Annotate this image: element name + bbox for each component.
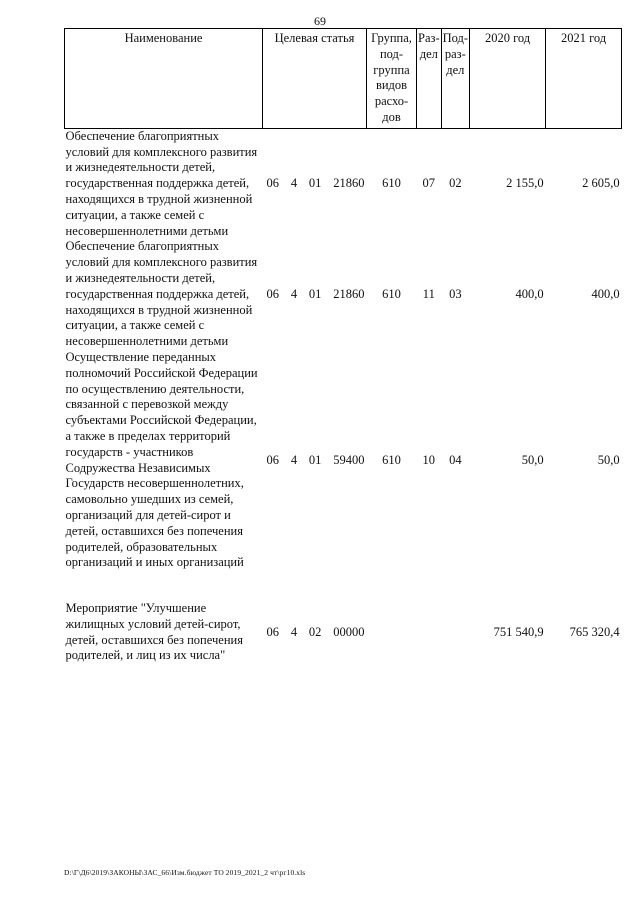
table-row	[65, 350, 622, 571]
table-row	[65, 128, 622, 239]
row-subsection: 03	[449, 286, 462, 301]
row-section: 11	[422, 286, 435, 301]
row-amount-2020: 751 540,9	[493, 624, 544, 639]
row-group: 610	[382, 176, 401, 191]
row-target-article	[263, 601, 367, 664]
cs-program: 06	[266, 176, 279, 191]
cs-program: 06	[266, 624, 279, 639]
row-name: Осуществление переданных полномочий Российской Федерации по осуществлению деятельности, связанной с перевозкой между субъектами Российской Федерации, а также в пределах территорий государств - участников Содружества Независимых Государств несовершеннолетних, самовольно ушедших из семей, организаций для детей-сирот и детей, оставшихся без попечения родителей, образовательных организаций и иных организаций	[65, 349, 258, 570]
page-number: 69	[314, 14, 326, 28]
table-row	[65, 239, 622, 350]
row-subsection: 02	[449, 176, 462, 191]
file-path-footer: D:\Г\Д6\2019\ЗАКОНЫ\ЗАС_66\Изм.бюджет ТО 2019_2021_2 чт\рг10.xls	[64, 868, 306, 877]
row-amount-2020: 2 155,0	[506, 176, 544, 191]
budget-table	[64, 28, 622, 664]
row-spacer	[65, 571, 622, 601]
header-section: Раз- дел	[417, 29, 442, 129]
cs-main-event: 01	[308, 286, 322, 301]
row-amount-2021: 765 320,4	[569, 624, 620, 639]
cs-subprogram: 4	[290, 452, 298, 467]
row-group: 610	[382, 452, 401, 467]
row-target-article	[263, 350, 367, 571]
row-section	[417, 601, 442, 664]
row-name: Обеспечение благоприятных условий для комплексного развития и жизнедеятельности детей, государственная поддержка детей, находящихся в трудной жизненной ситуации, а также семей с несовершеннолетними детьми	[65, 128, 258, 238]
row-amount-2021: 50,0	[597, 452, 620, 467]
cs-main-event: 02	[308, 624, 322, 639]
cs-subprogram: 4	[290, 176, 298, 191]
header-year-2020: 2020 год	[470, 29, 546, 129]
header-expense-group: Группа, под- группа видов расхо- дов	[367, 29, 417, 129]
row-section: 07	[422, 176, 436, 191]
table-row	[65, 601, 622, 664]
row-group	[367, 601, 417, 664]
table-header-row	[65, 29, 622, 129]
row-amount-2021: 400,0	[591, 286, 620, 301]
row-target-article	[263, 128, 367, 239]
header-subsection: Под- раз- дел	[441, 29, 469, 129]
row-section: 10	[422, 452, 436, 467]
cs-direction: 59400	[333, 452, 365, 467]
cs-direction: 21860	[333, 286, 365, 301]
row-amount-2020: 50,0	[521, 452, 544, 467]
cs-direction: 00000	[333, 624, 365, 639]
row-target-article	[263, 239, 367, 350]
cs-direction: 21860	[333, 176, 365, 191]
row-name: Мероприятие "Улучшение жилищных условий детей-сирот, детей, оставшихся без попечения родителей, и лиц из их числа"	[65, 601, 243, 663]
cs-main-event: 01	[308, 176, 322, 191]
row-amount-2020: 400,0	[515, 286, 544, 301]
cs-program: 06	[266, 452, 279, 467]
cs-program: 06	[266, 286, 279, 301]
header-target-article: Целевая статья	[263, 29, 367, 129]
header-year-2021: 2021 год	[546, 29, 622, 129]
cs-subprogram: 4	[290, 286, 298, 301]
row-amount-2021: 2 605,0	[582, 176, 620, 191]
cs-main-event: 01	[308, 452, 322, 467]
row-name: Обеспечение благоприятных условий для комплексного развития и жизнедеятельности детей, государственная поддержка детей, находящихся в трудной жизненной ситуации, а также семей с несовершеннолетними детьми	[65, 239, 258, 349]
row-subsection	[441, 601, 469, 664]
row-subsection: 04	[449, 452, 462, 467]
row-group: 610	[382, 286, 401, 301]
cs-subprogram: 4	[290, 624, 298, 639]
header-name: Наименование	[65, 29, 263, 129]
